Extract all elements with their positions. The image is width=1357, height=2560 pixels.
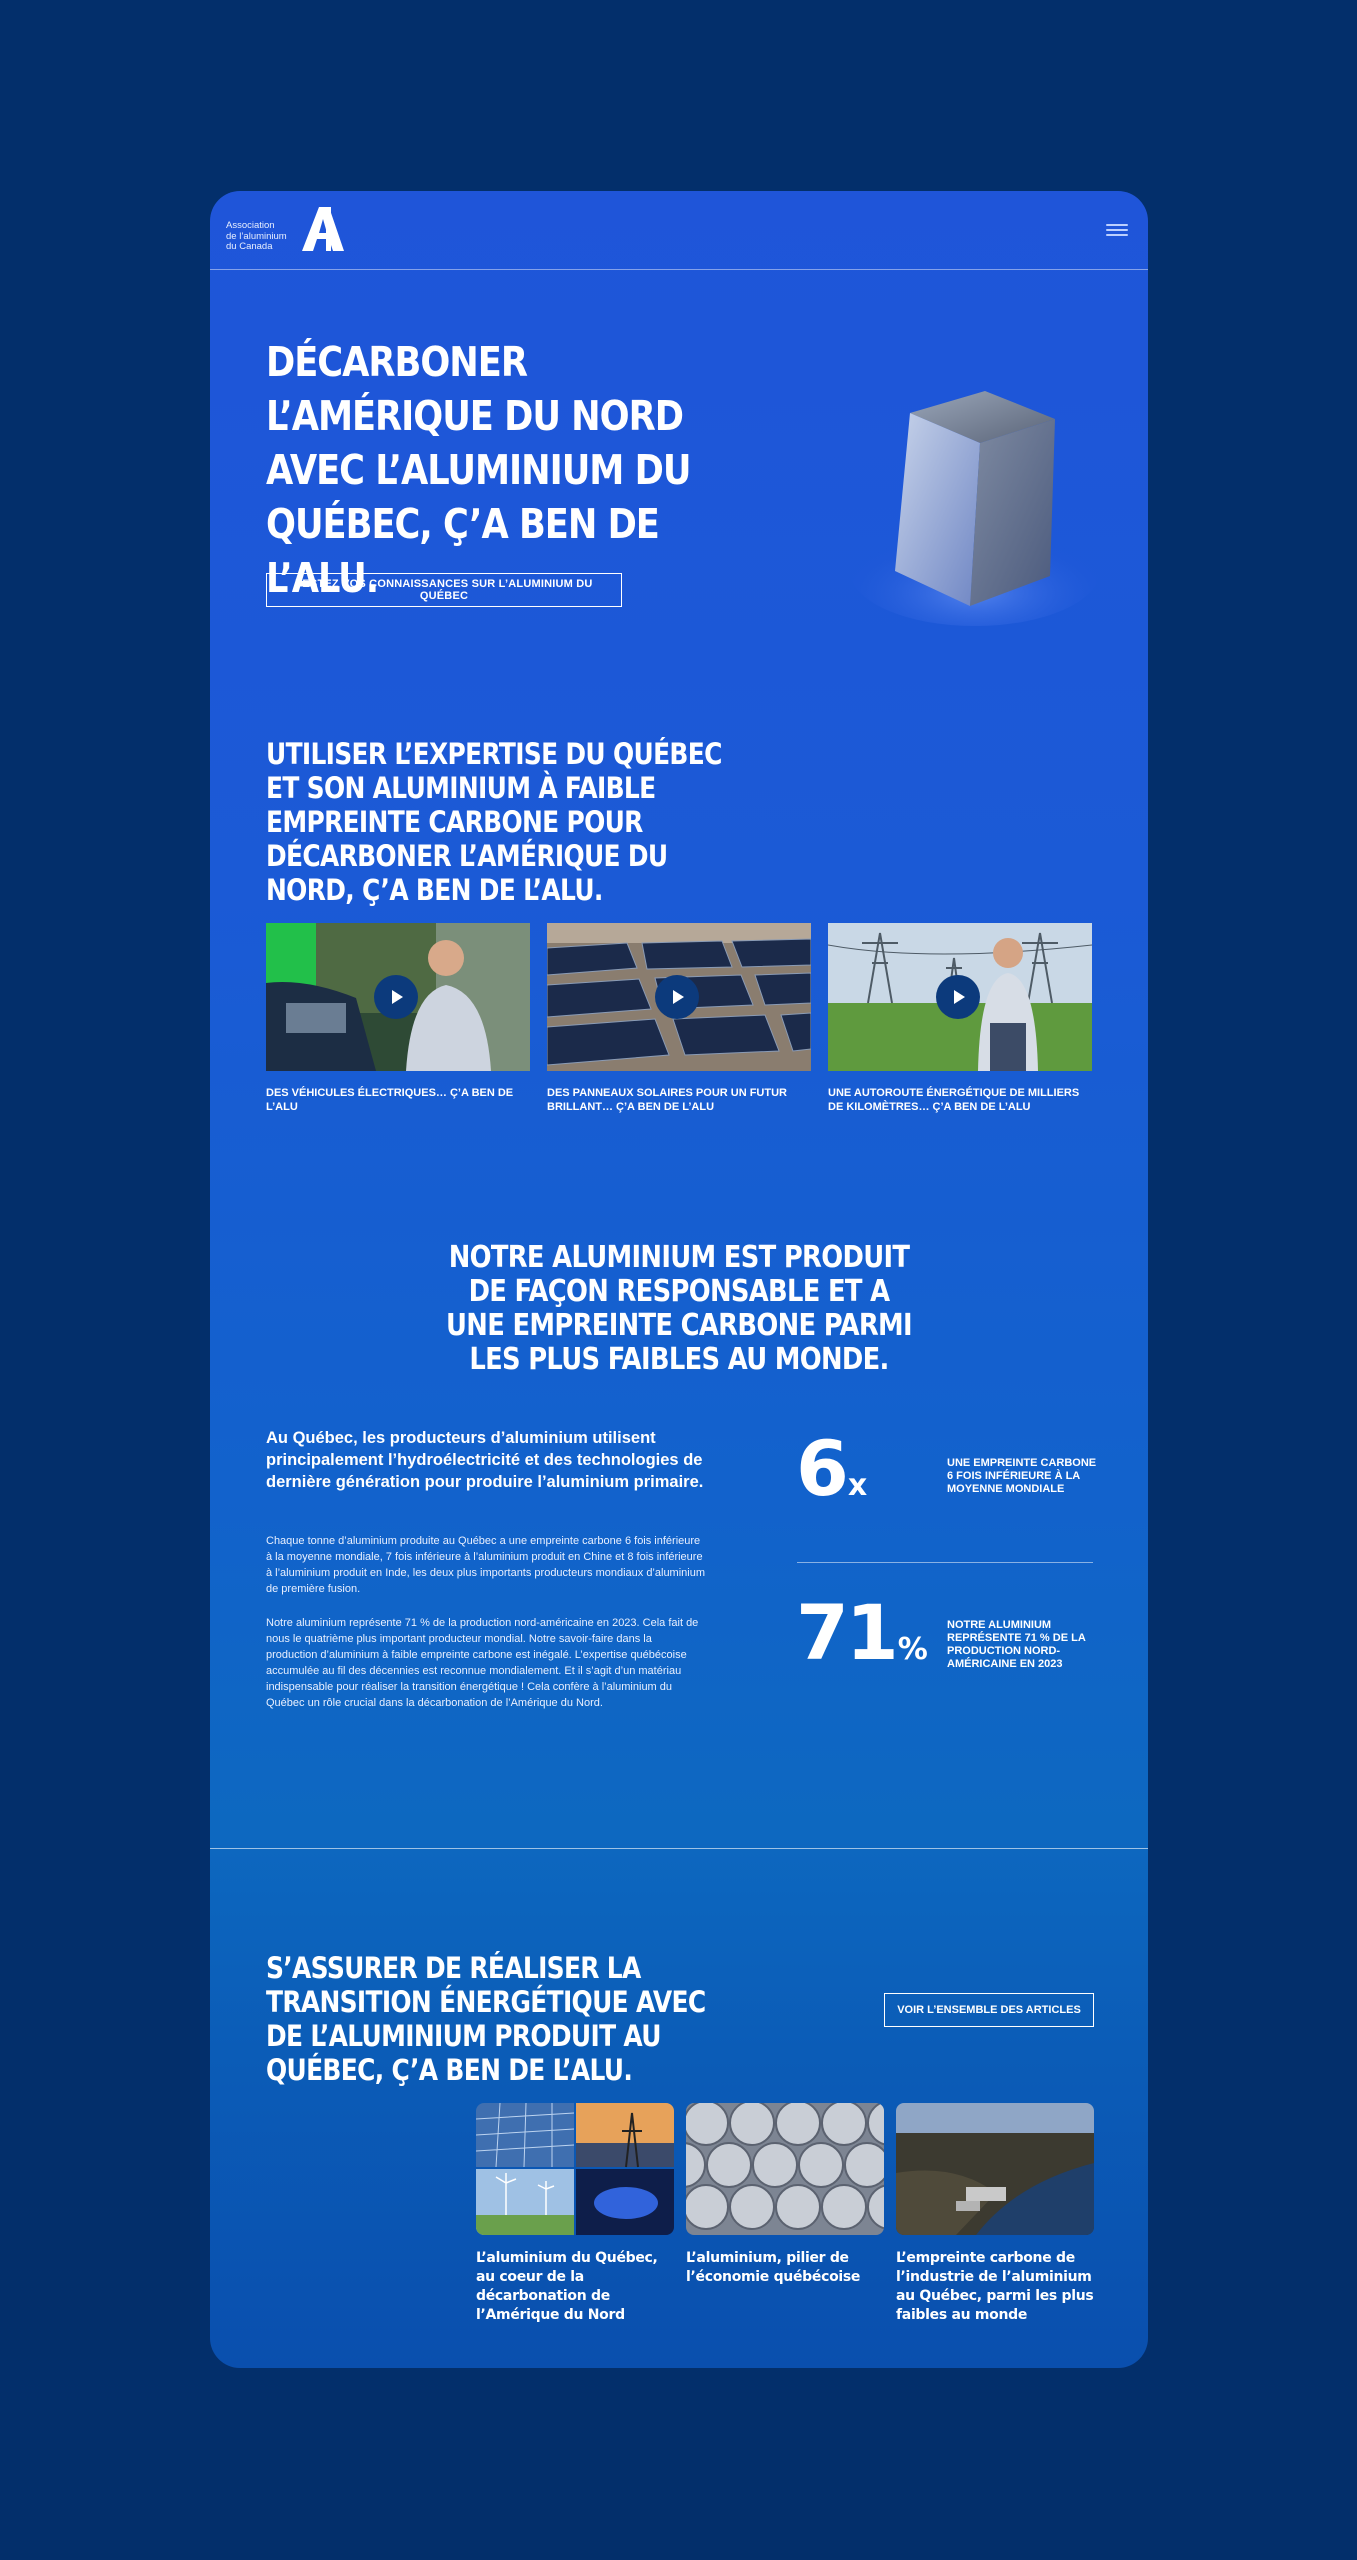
page-card: [210, 191, 1148, 2368]
article-card-decarbonation[interactable]: [476, 2103, 674, 2325]
article-thumbnail: [896, 2103, 1094, 2235]
stat-6x-value: 6x: [796, 1424, 868, 1513]
article-title: L’aluminium du Québec, au coeur de la décarbonation de l’Amérique du Nord: [476, 2250, 658, 2323]
logo-line: du Canada: [226, 241, 273, 252]
article-thumbnail: [686, 2103, 884, 2235]
stats-divider: [797, 1562, 1093, 1563]
stat-71-label: NOTRE ALUMINIUM REPRÉSENTE 71 % DE LA PRODUCTION NORD-AMÉRICAINE EN 2023: [947, 1619, 1086, 1670]
hero-title: DÉCARBONER L’AMÉRIQUE DU NORD AVEC L’ALUMINIUM DU QUÉBEC, Ç’A BEN DE L’ALU.: [266, 338, 691, 602]
play-icon[interactable]: [374, 975, 418, 1019]
stat-71-value: 71%: [796, 1588, 928, 1677]
responsible-lead: Au Québec, les producteurs d’aluminium utilisent principalement l’hydroélectricité et des technologies de dernière génération pour produire l’aluminium primaire.: [266, 1429, 704, 1491]
hamburger-menu-icon[interactable]: [1106, 221, 1128, 237]
article-card-carbon-footprint[interactable]: [896, 2103, 1094, 2325]
article-thumbnail: [476, 2103, 674, 2235]
aluminium-cube-image: [850, 371, 1100, 631]
play-icon[interactable]: [936, 975, 980, 1019]
site-header: [210, 191, 1148, 270]
article-title: L’empreinte carbone de l’industrie de l’aluminium au Québec, parmi les plus faibles au monde: [896, 2250, 1094, 2323]
logo-line: de l’aluminium: [226, 230, 287, 242]
transition-title: S’ASSURER DE RÉALISER LA TRANSITION ÉNERGÉTIQUE AVEC DE L’ALUMINIUM PRODUIT AU QUÉBEC, Ç’A BEN DE L’ALU.: [266, 1951, 706, 2087]
responsible-body-2: Notre aluminium représente 71 % de la production nord-américaine en 2023. Cela fait de nous le quatrième plus important producteur mondial. Notre savoir-faire dans la production d’aluminium à faible empreinte carbone est inégalé. L’expertise québécoise accumulée au fil des décennies est reconnue mondialement. Et il s’agit d’un matériau indispensable pour réaliser la transition énergétique ! Cela confère à l’aluminium du Québec un rôle crucial dans la décarbonation de l’Amérique du Nord.: [266, 1617, 699, 1709]
video-card-power-lines[interactable]: [828, 923, 1092, 1071]
expertise-title: UTILISER L’EXPERTISE DU QUÉBEC ET SON ALUMINIUM À FAIBLE EMPREINTE CARBONE POUR DÉCARBONER L’AMÉRIQUE DU NORD, Ç’A BEN DE L’ALU.: [266, 737, 722, 907]
responsible-title: NOTRE ALUMINIUM EST PRODUIT DE FAÇON RESPONSABLE ET A UNE EMPREINTE CARBONE PARMI LES PLUS FAIBLES AU MONDE.: [446, 1240, 912, 1377]
logo-wordmark[interactable]: [226, 221, 287, 253]
all-articles-button[interactable]: VOIR L’ENSEMBLE DES ARTICLES: [884, 1993, 1094, 2027]
video-caption: UNE AUTOROUTE ÉNERGÉTIQUE DE MILLIERS DE KILOMÈTRES… Ç’A BEN DE L’ALU: [828, 1087, 1080, 1113]
article-title: L’aluminium, pilier de l’économie québécoise: [686, 2250, 861, 2285]
logo-a-icon[interactable]: [302, 207, 344, 251]
stat-6x-label: UNE EMPREINTE CARBONE 6 FOIS INFÉRIEURE À LA MOYENNE MONDIALE: [947, 1457, 1097, 1495]
video-caption: DES PANNEAUX SOLAIRES POUR UN FUTUR BRILLANT… Ç’A BEN DE L’ALU: [547, 1087, 787, 1113]
responsible-body-1: Chaque tonne d’aluminium produite au Québec a une empreinte carbone 6 fois inférieure à la moyenne mondiale, 7 fois inférieure à l’aluminium produit en Chine et 8 fois inférieure à l’aluminium produit en Inde, les deux plus importants producteurs mondiaux d’aluminium de première fusion.: [266, 1535, 706, 1595]
video-card-electric-vehicles[interactable]: [266, 923, 530, 1071]
play-icon[interactable]: [655, 975, 699, 1019]
quiz-button[interactable]: TESTEZ VOS CONNAISSANCES SUR L’ALUMINIUM DU QUÉBEC: [266, 573, 622, 607]
video-caption: DES VÉHICULES ÉLECTRIQUES… Ç’A BEN DE L’ALU: [266, 1087, 514, 1113]
video-card-solar-panels[interactable]: [547, 923, 811, 1071]
article-card-economy[interactable]: [686, 2103, 884, 2287]
section-divider: [210, 1848, 1148, 1849]
logo-line: Association: [226, 220, 275, 231]
